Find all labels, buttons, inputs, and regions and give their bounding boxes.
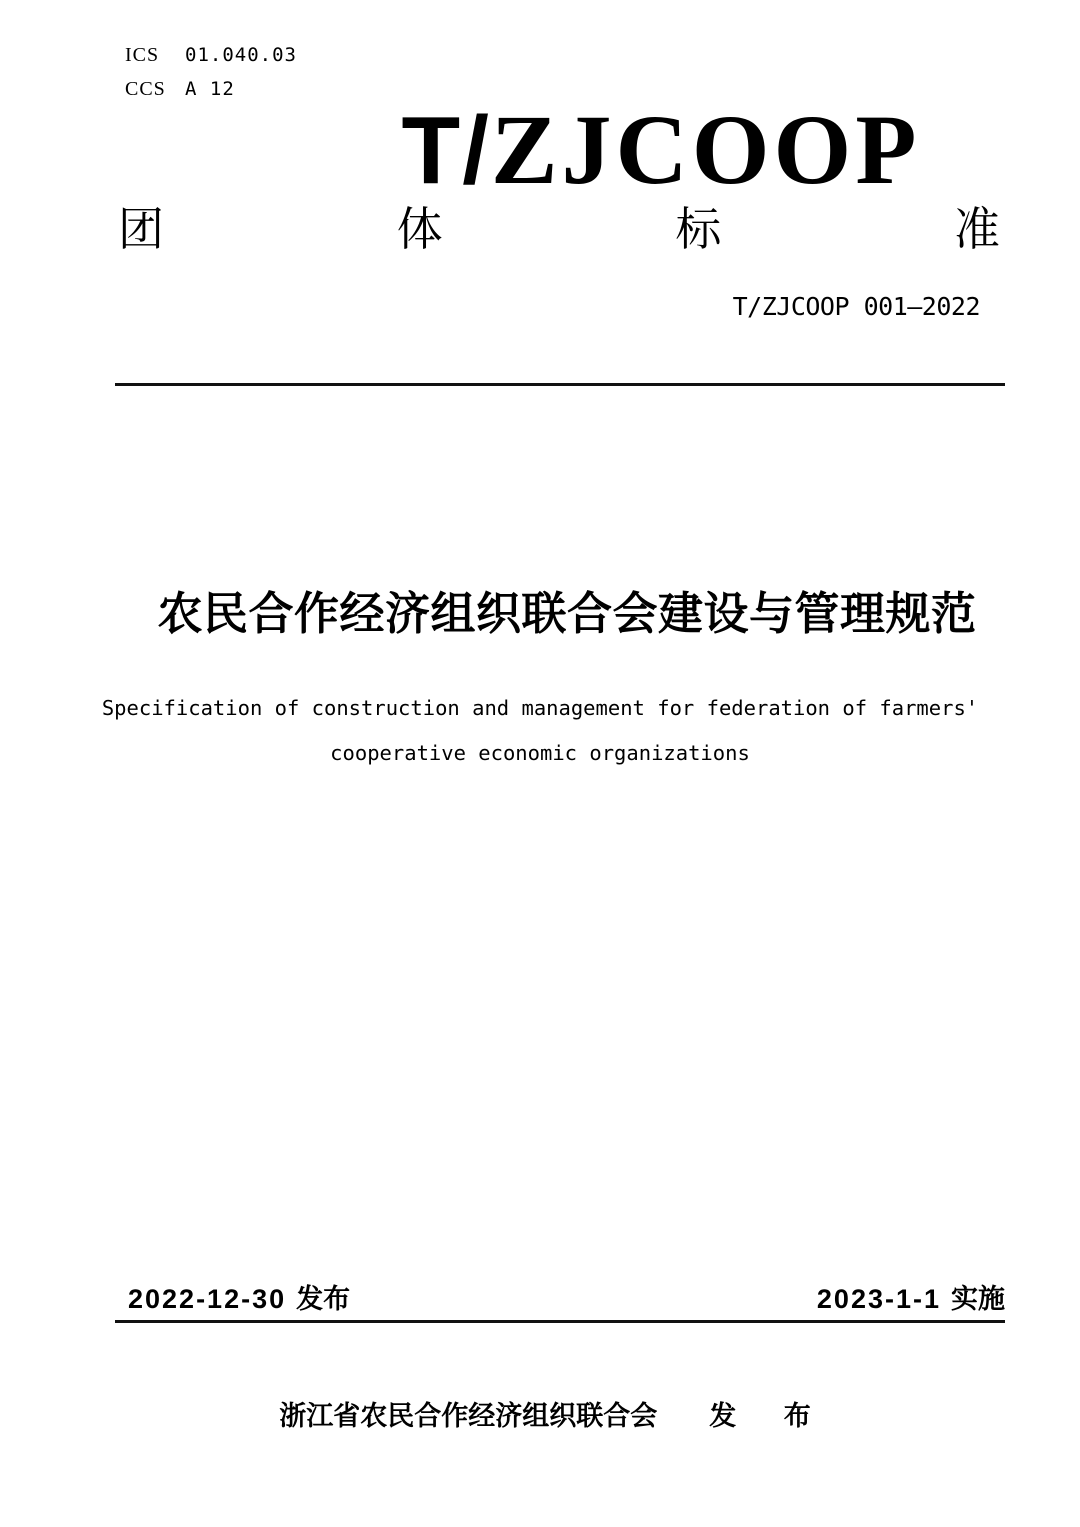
document-title-english-line1: Specification of construction and management for federation of farmers' xyxy=(101,696,979,720)
publish-label: 发 布 xyxy=(709,1401,831,1431)
implementation-label: 实施 xyxy=(951,1284,1005,1314)
standard-type-char: 团 xyxy=(118,203,164,255)
document-title-english-line2: cooperative economic organizations xyxy=(330,741,750,765)
ics-line xyxy=(125,44,297,78)
standard-logo xyxy=(121,94,1080,205)
ics-label: ICS xyxy=(125,44,160,66)
top-divider xyxy=(115,383,1005,386)
standard-type-char: 标 xyxy=(675,203,722,255)
date-row xyxy=(128,1283,1005,1315)
ccs-label: CCS xyxy=(125,78,166,100)
issue-label: 发布 xyxy=(296,1284,351,1314)
bottom-divider xyxy=(115,1320,1005,1323)
standard-type-row xyxy=(118,203,1000,255)
implementation-date-group xyxy=(817,1283,1005,1315)
ics-value: 01.040.03 xyxy=(185,44,297,66)
publisher-row xyxy=(15,1394,1080,1433)
standard-logo-prefix: T/ xyxy=(401,97,491,204)
issue-date: 2022-12-30 xyxy=(128,1284,287,1314)
publisher-name: 浙江省农民合作经济组织联合会 xyxy=(279,1401,658,1431)
document-title-chinese: 农民合作经济组织联合会建设与管理规范 xyxy=(157,588,977,639)
standard-type-char: 体 xyxy=(396,203,443,255)
standard-number: T/ZJCOOP 001—2022 xyxy=(732,292,980,321)
standard-logo-body: ZJCOOP xyxy=(490,94,921,205)
implementation-date: 2023-1-1 xyxy=(816,1284,941,1314)
document-title-english xyxy=(0,686,1080,776)
ccs-value: A 12 xyxy=(185,78,235,100)
standard-type-char: 准 xyxy=(953,203,1000,255)
issue-date-group xyxy=(128,1283,350,1315)
